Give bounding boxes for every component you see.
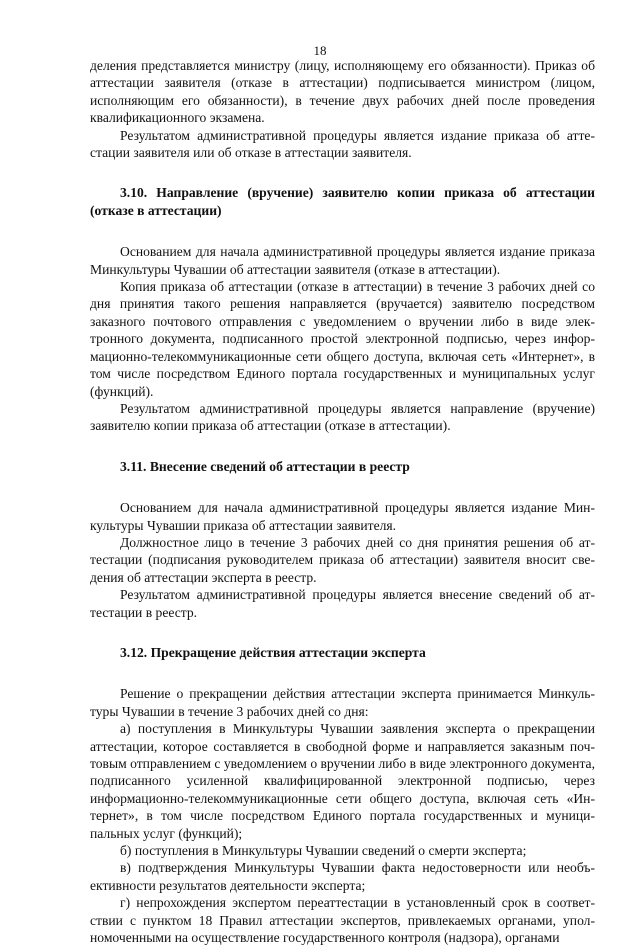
paragraph: Копия приказа об аттестации (отказе в аттестации) в течение 3 рабочих дней со дня принятия такого решения направляется (вручается) заявителю посредством заказного почтового отправления с уведомлением о вручении либо в виде электронного документа, подписанного простой электронной подписью, через информационно-телекоммуникационные сети общего доступа, включая сеть «Интернет», в том числе посредством Единого портала государственных и муниципальных услуг (функций). [90, 279, 595, 399]
document-body [90, 57, 595, 946]
section-heading-3-12: 3.12. Прекращение действия аттестации эксперта [120, 644, 426, 660]
paragraph: Должностное лицо в течение 3 рабочих дней со дня принятия решения об аттестации (подписания руководителем приказа об аттестации) заявителя вносит сведения об аттестации эксперта в реестр. [90, 534, 595, 585]
section-heading-3-10: 3.10. Направление (вручение) заявителю копии приказа об аттестации (отказе в аттестации) [90, 185, 595, 218]
list-item: г) непрохождения экспертом переаттестации в установленный срок в соответствии с пунктом 18 Правил аттестации экспертов, привлекаемых органами, уполномоченными на осуществление государственного контроля (надзора), органами [90, 895, 595, 946]
section-heading-3-11: 3.11. Внесение сведений об аттестации в реестр [120, 458, 410, 474]
list-item: в) подтверждения Минкультуры Чувашии факта недостоверности или необъективности результатов деятельности эксперта; [90, 860, 595, 893]
paragraph: Результатом административной процедуры является направление (вручение) заявителю копии приказа об аттестации (отказе в аттестации). [90, 400, 595, 434]
paragraph: Решение о прекращении действия аттестации эксперта принимается Минкультуры Чувашии в течение 3 рабочих дней со дня: [90, 686, 595, 719]
list-item: б) поступления в Минкультуры Чувашии сведений о смерти эксперта; [120, 843, 527, 859]
paragraph: Результатом административной процедуры является издание приказа об аттестации заявителя или об отказе в аттестации заявителя. [90, 127, 595, 161]
paragraph: Основанием для начала административной процедуры является издание приказа Минкультуры Чувашии об аттестации заявителя (отказе в аттестации). [90, 244, 595, 277]
page-number: 18 [313, 43, 327, 58]
paragraph: деления представляется министру (лицу, исполняющему его обязанности). Приказ об аттестации заявителя (отказе в аттестации) подписывается министром (лицом, исполняющим его обязанности), в течение двух рабочих дней после проведения квалификационного экзамена. [90, 58, 595, 126]
list-item: а) поступления в Минкультуры Чувашии заявления эксперта о прекращении аттестации, которое составляется в свободной форме и направляется заказным почтовым отправлением с уведомлением о вручении либо в виде электронного документа, подписанного усиленной квалифицированной электронной подписью, через информационно-телекоммуникационные сети общего доступа, включая сеть «Интернет», в том числе посредством Единого портала государственных и муниципальных услуг (функций); [90, 721, 595, 841]
paragraph: Основанием для начала административной процедуры является издание Минкультуры Чувашии приказа об аттестации заявителя. [90, 500, 595, 533]
paragraph: Результатом административной процедуры является внесение сведений об аттестации в реестр. [90, 587, 595, 620]
